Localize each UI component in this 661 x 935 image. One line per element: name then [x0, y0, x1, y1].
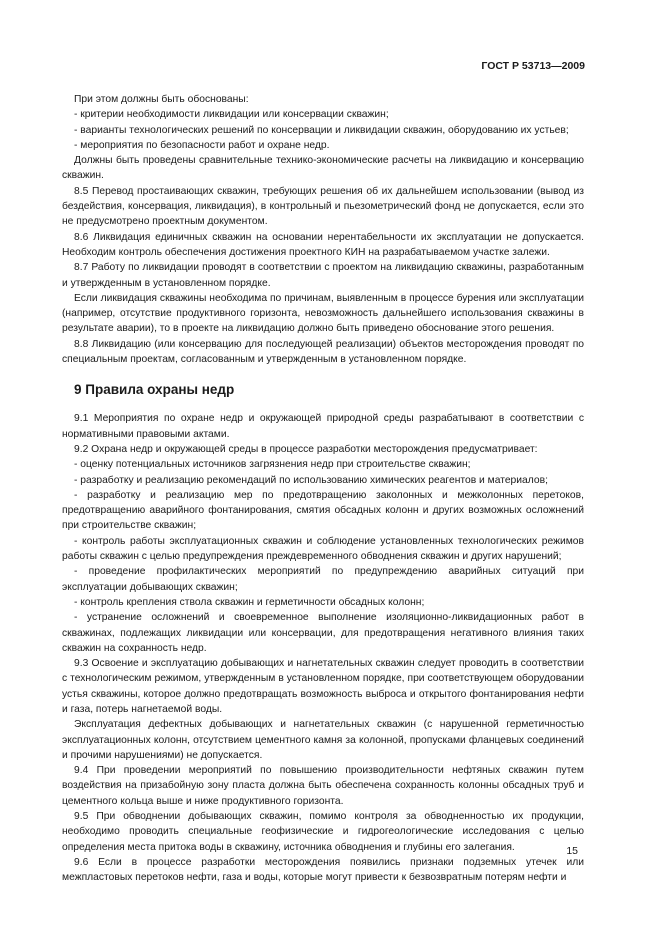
page-number: 15 — [566, 845, 578, 857]
clause-9-3: 9.3 Освоение и эксплуатацию добывающих и нагнетательных скважин следует проводить в соответствии с технологическим режимом, утвержденным в установленном порядке, при соответствующем оборудовании устья скважины, которое должно предотвращать возможность выброса и открытого фонтанирования нефти и газа, потерь нагнетаемой воды. — [62, 658, 584, 715]
clause-9-2: 9.2 Охрана недр и окружающей среды в процессе разработки месторождения предусматривает: — [74, 443, 538, 455]
clause-8-5: 8.5 Перевод простаивающих скважин, требующих решения об их дальнейшем использовании (вывод из бездействия, консервация, ликвидация), в контрольный и пьезометрический фонд не допускается, если это не предусмотрено проектным документом. — [62, 185, 584, 228]
clause-8-7: 8.7 Работу по ликвидации проводят в соответствии с проектом на ликвидацию скважины, разработанным и утвержденным в установленном порядке. — [62, 262, 584, 289]
list-item: - варианты технологических решений по консервации и ликвидации скважин, оборудованию их устьев; — [74, 124, 569, 136]
page-body — [62, 92, 584, 886]
clause-9-6: 9.6 Если в процессе разработки месторождения появились признаки подземных утечек или межпластовых перетоков нефти, газа и воды, которые могут привести к безвозвратным потерям нефти и — [62, 856, 584, 884]
list-item: - мероприятия по безопасности работ и охране недр. — [74, 139, 330, 151]
paragraph: Должны быть проведены сравнительные технико-экономические расчеты на ликвидацию и консервацию скважин. — [62, 155, 584, 182]
list-item: - контроль крепления ствола скважин и герметичности обсадных колонн; — [74, 596, 425, 608]
list-item: - контроль работы эксплуатационных скважин и соблюдение установленных технологических режимов работы скважин с целью предупреждения преждевременного обводнения скважин и других нарушений; — [62, 535, 584, 563]
list-item: - оценку потенциальных источников загрязнения недр при строительстве скважин; — [74, 459, 471, 471]
clause-9-1: 9.1 Мероприятия по охране недр и окружающей природной среды разрабатывают в соответствии с нормативными правовыми актами. — [62, 413, 584, 440]
clause-8-6: 8.6 Ликвидация единичных скважин на основании нерентабельности их эксплуатации не допускается. Необходим контроль обеспечения достижения проектного КИН на разрабатываемом участке залежи. — [62, 231, 584, 258]
list-item: - критерии необходимости ликвидации или консервации скважин; — [74, 109, 389, 121]
list-item: - проведение профилактических мероприятий по предупреждению аварийных ситуаций при эксплуатации добывающих скважин; — [62, 566, 584, 593]
clause-9-5: 9.5 При обводнении добывающих скважин, помимо контроля за обводненностью их продукции, необходимо проводить специальные геофизические и гидрогеологические исследования с целью определения места притока воды в скважину, источника обводнения и глубины его залегания. — [62, 811, 584, 853]
list-item: - устранение осложнений и своевременное выполнение изоляционно-ликвидационных работ в скважинах, подлежащих ликвидации или консервации, для предотвращения негативного влияния таких скважин на сохранность недр. — [62, 612, 584, 654]
clause-9-4: 9.4 При проведении мероприятий по повышению производительности нефтяных скважин путем воздействия на призабойную зону пласта должна быть обеспечена сохранность колонны обсадных труб и цементного кольца выше и ниже продуктивного горизонта. — [62, 765, 584, 807]
paragraph: Если ликвидация скважины необходима по причинам, выявленным в процессе бурения или эксплуатации (например, отсутствие продуктивного горизонта, невозможность дальнейшего использования скважины в результате аварии), то в проекте на ликвидацию должно быть приведено обоснование этого решения. — [62, 292, 584, 335]
list-item: - разработку и реализацию мер по предотвращению заколонных и межколонных перетоков, предотвращению аварийного фонтанирования, смятия обсадных колонн и других возможных осложнений при строительстве скважин; — [62, 489, 584, 532]
list-item: - разработку и реализацию рекомендаций по использованию химических реагентов и материалов; — [74, 474, 548, 486]
section-title: 9 Правила охраны недр — [74, 382, 235, 398]
document-code: ГОСТ Р 53713—2009 — [481, 60, 585, 72]
clause-8-8: 8.8 Ликвидацию (или консервацию для последующей реализации) объектов месторождения проводят по специальным проектам, согласованным и утвержденным в установленном порядке. — [62, 338, 584, 366]
paragraph: При этом должны быть обоснованы: — [74, 94, 249, 105]
paragraph: Эксплуатация дефектных добывающих и нагнетательных скважин (с нарушенной герметичностью эксплуатационных колонн, отсутствием цементного камня за колонной, пропусками фланцевых соединений и прочими нарушениями) не допускается. — [62, 719, 584, 761]
